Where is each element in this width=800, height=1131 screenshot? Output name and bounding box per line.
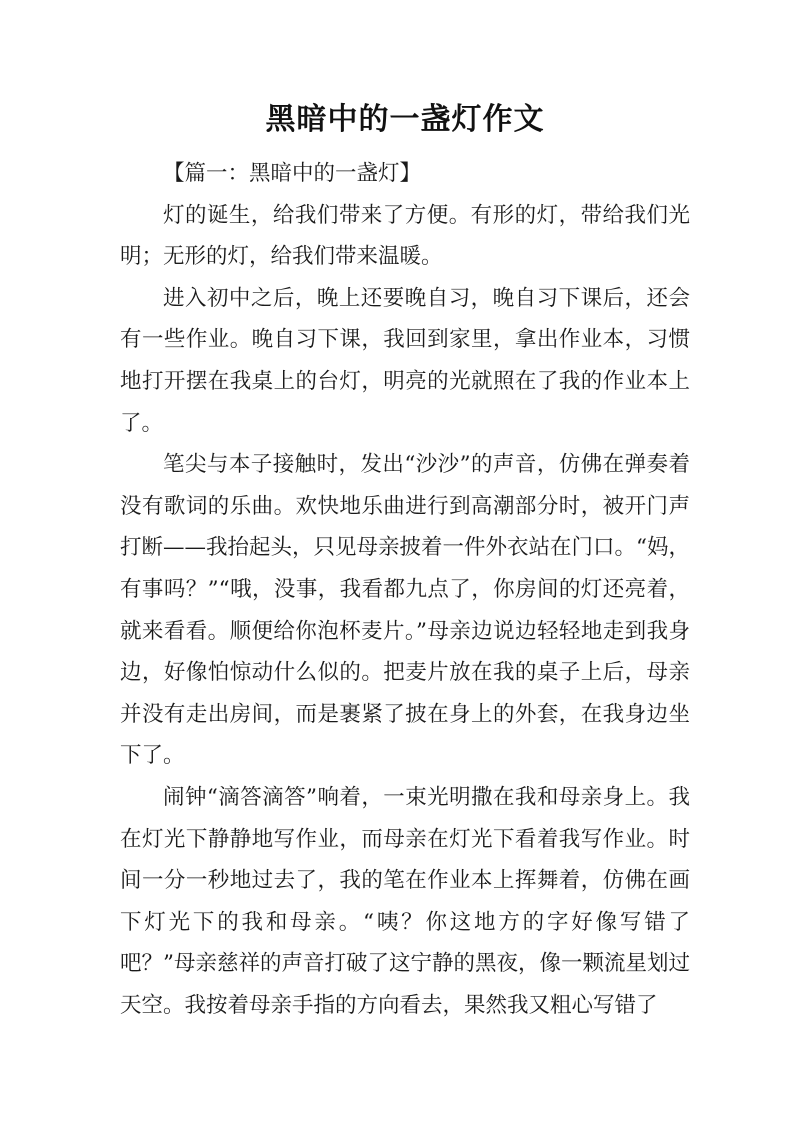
paragraph-1: 灯的诞生，给我们带来了方便。有形的灯，带给我们光明；无形的灯，给我们带来温暖。: [120, 202, 690, 270]
document-body: [120, 153, 690, 1026]
paragraph-3: 笔尖与本子接触时，发出“沙沙”的声音，仿佛在弹奏着没有歌词的乐曲。欢快地乐曲进行到高潮部分时，被开门声打断——我抬起头，只见母亲披着一件外衣站在门口。“妈，有事吗？”“哦，没事，我看都九点了，你房间的灯还亮着，就来看看。顺便给你泡杯麦片。”母亲边说边轻轻地走到我身边，好像怕惊动什么似的。把麦片放在我的桌子上后，母亲并没有走出房间，而是裹紧了披在身上的外套，在我身边坐下了。: [120, 452, 690, 769]
section-heading: 【篇一：黑暗中的一盏灯】: [163, 161, 422, 186]
paragraph-2: 进入初中之后，晚上还要晚自习，晚自习下课后，还会有一些作业。晚自习下课，我回到家里，拿出作业本，习惯地打开摆在我桌上的台灯，明亮的光就照在了我的作业本上了。: [120, 285, 690, 436]
paragraph-4: 闹钟“滴答滴答”响着，一束光明撒在我和母亲身上。我在灯光下静静地写作业，而母亲在灯光下看着我写作业。时间一分一秒地过去了，我的笔在作业本上挥舞着，仿佛在画下灯光下的我和母亲。“咦？你这地方的字好像写错了吧？”母亲慈祥的声音打破了这宁静的黑夜，像一颗流星划过天空。我按着母亲手指的方向看去，果然我又粗心写错了: [120, 784, 690, 1018]
document-title: 黑暗中的一盏灯作文: [265, 102, 545, 137]
